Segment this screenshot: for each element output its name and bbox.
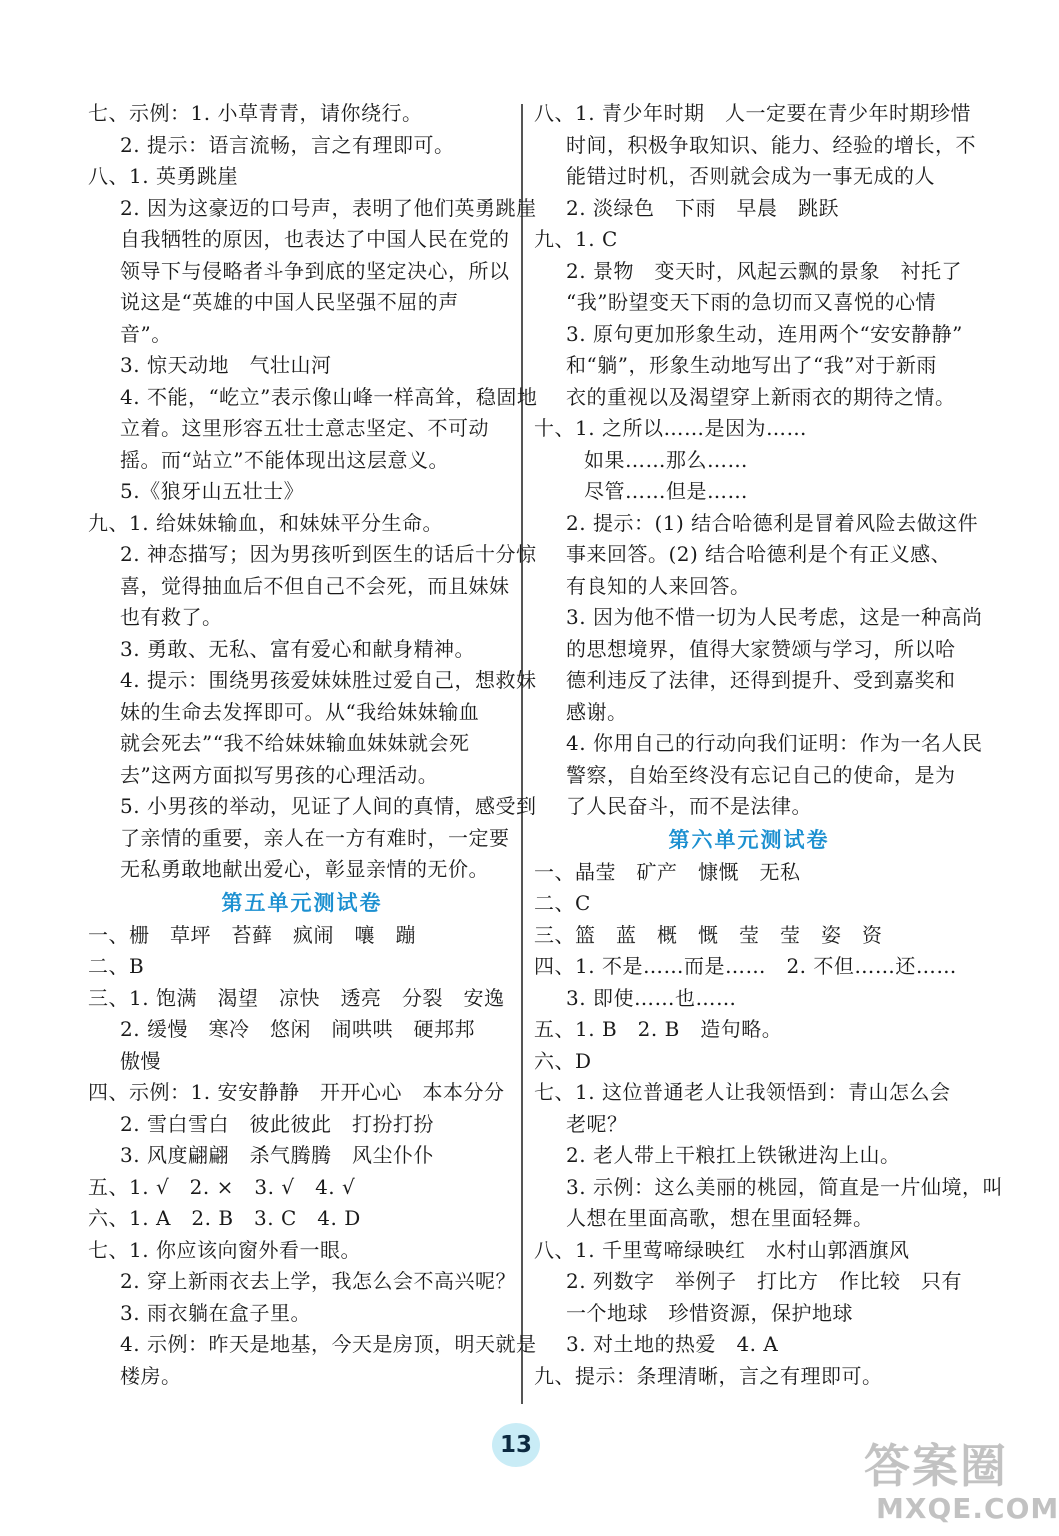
answer-line: 去”这两方面拟写男孩的心理活动。 — [120, 762, 439, 787]
answer-line: 六、D — [534, 1048, 592, 1073]
answer-line: 2. 因为这豪迈的口号声，表明了他们英勇跳崖 — [120, 195, 537, 220]
answer-line: 2. 老人带上干粮扛上铁锹进沟上山。 — [566, 1143, 901, 1167]
answer-line: 八、1. 青少年时期 人一定要在青少年时期珍惜 — [534, 101, 971, 125]
answer-line: 九、1. 给妹妹输血，和妹妹平分生命。 — [88, 510, 443, 535]
answer-line: 2. 穿上新雨衣去上学，我怎么会不高兴呢？ — [120, 1269, 516, 1293]
answer-line: 楼房。 — [120, 1363, 182, 1388]
answer-line: 五、1. B 2. B 造句略。 — [534, 1017, 783, 1041]
answer-line: 一、晶莹 矿产 慷慨 无私 — [534, 859, 801, 884]
left-column — [88, 98, 538, 1392]
answer-line: 六、1. A 2. B 3. C 4. D — [88, 1206, 361, 1230]
answer-line: 和“躺”，形象生动地写出了“我”对于新雨 — [566, 353, 937, 377]
answer-line: 妹的生命去发挥即可。从“我给妹妹输血 — [120, 699, 480, 724]
answer-line: 4. 示例：昨天是地基，今天是房顶，明天就是 — [120, 1332, 537, 1356]
answer-line: 德利违反了法律，还得到提升、受到嘉奖和 — [566, 668, 956, 692]
answer-line: 4. 提示：围绕男孩爱妹妹胜过爱自己，想救妹 — [120, 668, 537, 692]
answer-line: 无私勇敢地献出爱心，彰显亲情的无价。 — [120, 857, 489, 881]
answer-line: “我”盼望变天下雨的急切而又喜悦的心情 — [566, 290, 936, 314]
watermark-text: 答案圈 — [864, 1439, 1008, 1493]
answer-line: 五、1. √ 2. × 3. √ 4. √ — [88, 1174, 356, 1199]
answer-line: 有良知的人来回答。 — [566, 573, 751, 598]
answer-line: 傲慢 — [120, 1048, 161, 1073]
answer-line: 音”。 — [120, 321, 172, 346]
answer-line: 警察，自始至终没有忘记自己的使命，是为 — [566, 762, 956, 787]
answer-line: 二、C — [534, 891, 591, 915]
answer-line: 自我牺牲的原因，也表达了中国人民在党的 — [120, 227, 510, 251]
answer-line: 十、1. 之所以……是因为…… — [534, 416, 807, 440]
answer-line: 喜，觉得抽血后不但自己不会死，而且妹妹 — [120, 573, 510, 598]
answer-line: 时间，积极争取知识、能力、经验的增长，不 — [566, 132, 976, 157]
answer-line: 一、栅 草坪 苔藓 疯闹 嚷 蹦 — [88, 922, 416, 947]
answer-line: 的思想境界，值得大家赞颂与学习，所以哈 — [566, 636, 956, 661]
answer-line: 八、1. 英勇跳崖 — [88, 164, 238, 188]
answer-line: 了人民奋斗，而不是法律。 — [566, 794, 812, 818]
answer-line: 领导下与侵略者斗争到底的坚定决心，所以 — [120, 258, 510, 283]
answer-line: 四、示例：1. 安安静静 开开心心 本本分分 — [88, 1080, 505, 1104]
answer-line: 衣的重视以及渴望穿上新雨衣的期待之情。 — [566, 384, 956, 409]
answer-line: 感谢。 — [566, 699, 628, 724]
answer-line: 3. 因为他不惜一切为人民考虑，这是一种高尚 — [566, 605, 983, 629]
answer-line: 3. 雨衣躺在盒子里。 — [120, 1300, 311, 1325]
section-title: 第六单元测试卷 — [668, 827, 830, 852]
answer-line: 2. 景物 变天时，风起云飘的景象 衬托了 — [566, 258, 962, 283]
section-title: 第五单元测试卷 — [221, 890, 383, 915]
answer-line: 3. 风度翩翩 杀气腾腾 风尘仆仆 — [120, 1143, 434, 1167]
answer-line: 4. 不能，“屹立”表示像山峰一样高耸，稳固地 — [120, 384, 538, 409]
answer-line: 七、1. 这位普通老人让我领悟到：青山怎么会 — [534, 1080, 951, 1104]
answer-line: 九、1. C — [534, 227, 618, 251]
answer-line: 4. 你用自己的行动向我们证明：作为一名人民 — [566, 731, 983, 755]
answer-line: 2. 提示：(1) 结合哈德利是冒着风险去做这件 — [566, 510, 979, 535]
answer-line: 3. 对土地的热爱 4. A — [566, 1332, 779, 1356]
answer-line: 5. 小男孩的举动，见证了人间的真情，感受到 — [120, 794, 537, 818]
answer-line: 3. 勇敢、无私、富有爱心和献身精神。 — [120, 636, 475, 661]
answer-line: 老呢？ — [566, 1111, 628, 1136]
right-column — [534, 98, 1003, 1392]
answer-line: 3. 原句更加形象生动，连用两个“安安静静” — [566, 321, 963, 346]
answer-line: 立着。这里形容五壮士意志坚定、不可动 — [120, 416, 489, 440]
answer-line: 5.《狼牙山五壮士》 — [120, 479, 305, 503]
answer-line: 2. 雪白雪白 彼此彼此 打扮打扮 — [120, 1111, 434, 1136]
answer-line: 七、示例：1. 小草青青，请你绕行。 — [88, 101, 423, 125]
answer-line: 2. 神态描写；因为男孩听到医生的话后十分惊 — [120, 542, 537, 566]
answer-line: 摇。而“站立”不能体现出这层意义。 — [120, 447, 449, 472]
answer-line: 就会死去”“我不给妹妹输血妹妹就会死 — [120, 731, 470, 755]
column-divider — [521, 104, 523, 1404]
answer-line: 事来回答。(2) 结合哈德利是个有正义感、 — [566, 542, 952, 566]
answer-line: 一个地球 珍惜资源，保护地球 — [566, 1300, 853, 1325]
answer-line: 说这是“英雄的中国人民坚强不屈的声 — [120, 290, 459, 314]
answer-line: 2. 列数字 举例子 打比方 作比较 只有 — [566, 1269, 962, 1293]
answer-line: 也有救了。 — [120, 605, 223, 629]
answer-line: 三、篮 蓝 概 慨 莹 莹 姿 资 — [534, 922, 883, 947]
watermark-logo — [856, 1439, 1059, 1536]
answer-line: 九、提示：条理清晰，言之有理即可。 — [534, 1363, 883, 1388]
answer-line: 了亲情的重要，亲人在一方有难时，一定要 — [120, 825, 510, 850]
answer-line: 尽管……但是…… — [584, 479, 748, 503]
watermark-url: MXQE.COM — [876, 1492, 1059, 1525]
answer-line: 四、1. 不是……而是…… 2. 不但……还…… — [534, 954, 957, 978]
answer-line: 2. 提示：语言流畅，言之有理即可。 — [120, 132, 455, 157]
answer-line: 能错过时机，否则就会成为一事无成的人 — [566, 164, 935, 188]
answer-line: 如果……那么…… — [584, 447, 748, 472]
answer-line: 三、1. 饱满 渴望 凉快 透亮 分裂 安逸 — [88, 985, 505, 1010]
answer-line: 3. 即使……也…… — [566, 985, 737, 1010]
answer-line: 八、1. 千里莺啼绿映红 水村山郭酒旗风 — [534, 1237, 910, 1262]
answer-line: 二、B — [88, 954, 145, 978]
answer-line: 七、1. 你应该向窗外看一眼。 — [88, 1237, 361, 1262]
answer-line: 2. 缓慢 寒冷 悠闲 闹哄哄 硬邦邦 — [120, 1017, 475, 1041]
answer-line: 3. 示例：这么美丽的桃园，简直是一片仙境，叫 — [566, 1174, 1003, 1199]
answer-line: 2. 淡绿色 下雨 早晨 跳跃 — [566, 195, 839, 220]
answer-line: 人想在里面高歌，想在里面轻舞。 — [566, 1206, 874, 1230]
page-number: 13 — [492, 1423, 540, 1467]
answer-line: 3. 惊天动地 气壮山河 — [120, 353, 332, 377]
